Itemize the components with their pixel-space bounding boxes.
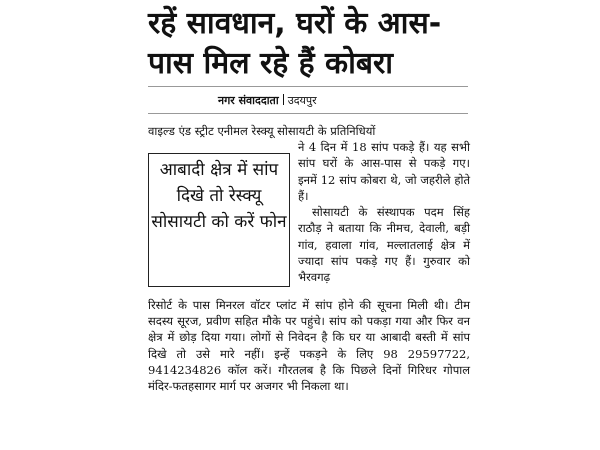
callout-box: आबादी क्षेत्र में सांप दिखे तो रेस्क्यू सोसायटी को करें फोन	[148, 153, 290, 287]
byline-separator	[283, 94, 284, 105]
article-column	[298, 139, 470, 286]
article-paragraph: सोसायटी के संस्थापक पदम सिंह राठौड़ ने बताया कि नीमच, देवाली, बड़ी गांव, हवाला गांव, मल्लातलाई क्षेत्र में ज्यादा सांप पकड़े गए हैं। गुरुवार को भैरवगढ़	[298, 205, 470, 285]
article-continuation	[148, 297, 470, 394]
divider	[148, 113, 468, 114]
article-paragraph: ने 4 दिन में 18 सांप पकड़े हैं। यह सभी सांप घरों के आस-पास से पकड़े गए। इनमें 12 सांप कोबरा थे, जो जहरीले होते हैं।	[298, 140, 470, 203]
article-lead: वाइल्ड एंड स्ट्रीट एनीमल रेस्क्यू सोसायटी के प्रतिनिधियों	[148, 124, 376, 138]
byline-place: उदयपुर	[287, 94, 317, 107]
article-paragraph: रिसोर्ट के पास मिनरल वॉटर प्लांट में सांप होने की सूचना मिली थी। टीम सदस्य सूरज, प्रवीण सहित मौके पर पहुंचे। सांप को पकड़ा गया और फिर वन क्षेत्र में छोड़ दिया गया। लोगों से निवेदन है कि घर या आबादी बस्ती में सांप दिखे तो उसे मारे नहीं। इन्हें पकड़ने के लिए 98 29597722, 9414234826 कॉल करें। गौरतलब है कि पिछले दिनों गिरिधर गोपाल मंदिर-फतहसागर मार्ग पर अजगर भी निकला था।	[148, 298, 470, 394]
divider	[148, 86, 468, 87]
byline-reporter: नगर संवाददाता	[218, 94, 279, 107]
headline: रहें सावधान, घरों के आस-पास मिल रहे हैं कोबरा	[148, 6, 442, 81]
byline	[218, 93, 317, 108]
